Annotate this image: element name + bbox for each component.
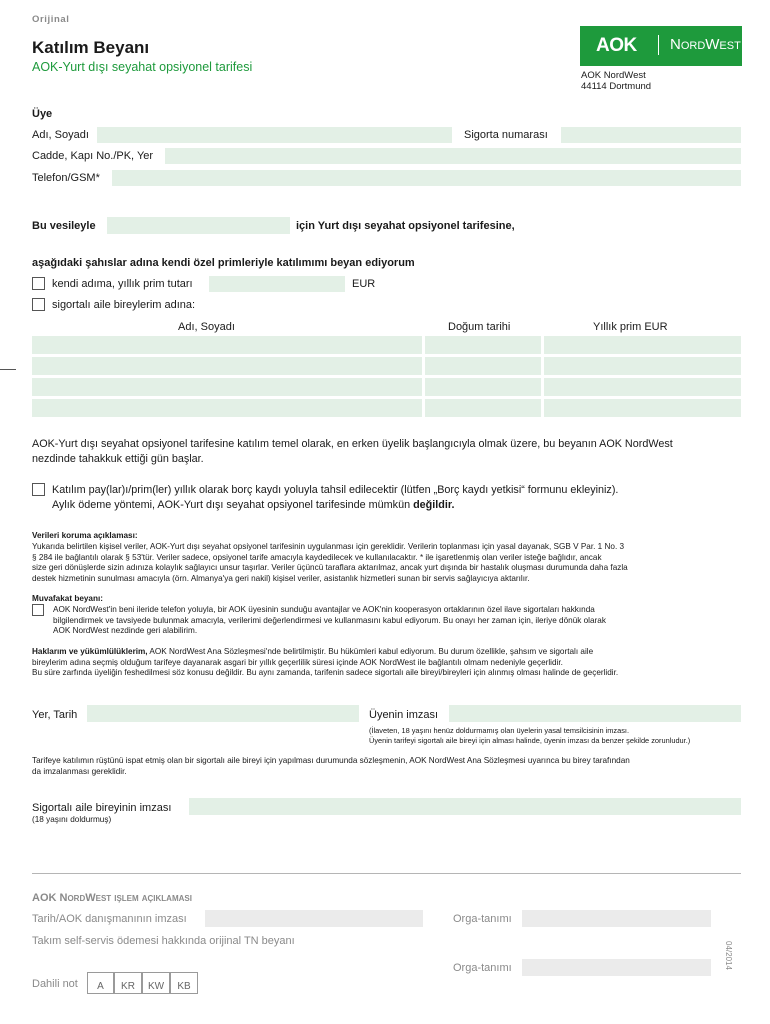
place-date-field[interactable] [87, 705, 359, 722]
member-signature-label: Üyenin imzası [369, 709, 439, 721]
privacy-line: § 284 ile bağlantılı olarak § 53'tür. Veriler sadece, opsiyonel tarife amacıyla kaydedilecek ve kullanılacaktır. * ile işaretlenmiş olan veriler isteğe bağlıdır, ancak [32, 552, 602, 562]
family-text-line-2: da imzalanması gereklidir. [32, 766, 127, 776]
address-line-1: AOK NordWest [581, 70, 646, 81]
internal-box-kr[interactable]: KR [114, 972, 142, 994]
family-row-3-premium[interactable] [544, 378, 741, 396]
family-row-1-name[interactable] [32, 336, 422, 354]
consent-line: AOK NordWest nezdinde geri alabilirim. [53, 626, 198, 635]
rights-line-1 [32, 647, 593, 658]
orga-field-1[interactable] [522, 910, 711, 927]
form-code: 04/2014 [724, 941, 733, 970]
family-row-3-name[interactable] [32, 378, 422, 396]
page-title: Katılım Beyanı [32, 38, 150, 57]
orga-label-2: Orga-tanımı [453, 962, 512, 974]
privacy-line: size geri dönüşlerde sizin adınıza kolaylık sağlayıcı unsur taşırlar. Veriler üçüncü taraflara aktarılmaz, ancak yurt dışında bir hastalık oluşması durumunda daha fazla [32, 563, 628, 572]
family-signature-field[interactable] [189, 798, 741, 815]
family-row-4-birth[interactable] [425, 399, 541, 417]
member-name-field[interactable] [97, 127, 452, 143]
family-row-2-premium[interactable] [544, 357, 741, 375]
copy-label: Orijinal [32, 14, 70, 25]
start-text-line-1: AOK-Yurt dışı seyahat opsiyonel tarifesine katılım temel olarak, en erken üyelik başlangıcıyla olmak üzere, bu beyanın AOK NordWest [32, 438, 673, 450]
member-signature-field[interactable] [449, 705, 741, 722]
consent-title: Muvafakat beyanı: [32, 594, 103, 603]
family-row-4-premium[interactable] [544, 399, 741, 417]
payment-line-1: Katılım pay(lar)ı/prim(ler) yıllık olarak borç kaydı yoluyla tahsil edilecektir (lütfen „Borç kaydı yetkisi“ formunu ekleyiniz). [52, 484, 619, 496]
street-field[interactable] [165, 148, 741, 164]
advisor-signature-field[interactable] [205, 910, 423, 927]
family-option-label: sigortalı aile bireylerim adına: [52, 299, 196, 311]
family-row-2-birth[interactable] [425, 357, 541, 375]
rights-title: Haklarım ve yükümlülüklerim, [32, 647, 148, 656]
payment-checkbox[interactable] [32, 483, 45, 496]
self-premium-field[interactable] [209, 276, 345, 292]
selfservice-label: Takım self-servis ödemesi hakkında orijinal TN beyanı [32, 935, 295, 947]
member-name-label: Adı, Soyadı [32, 129, 89, 141]
privacy-line: destek hizmetinin sunulması amacıyla (örn. Almanya'ya geri nakil) kişisel veriler, asistanlık hizmetleri sunan bir servis sağlayıcıya aktarılır. [32, 573, 530, 583]
orga-field-2[interactable] [522, 959, 711, 976]
advisor-signature-label: Tarih/AOK danışmanının imzası [32, 913, 187, 925]
payment-line-2 [52, 499, 454, 512]
family-text-line-1: Tarifeye katılımın rüştünü ispat etmiş olan bir sigortalı aile bireyi için yapılması durumunda sözleşmenin, AOK NordWest Ana Sözleşmesi uyarınca bu birey tarafından [32, 756, 630, 765]
rights-line: bireylerim adına seçmiş olduğum tarifeye dayanarak asgari bir yıllık geçerlilik süresi içinde AOK NordWest ile bağlantılı olmam nedeniyle geçerlidir. [32, 657, 563, 667]
aok-logo [580, 26, 742, 66]
family-row-3-birth[interactable] [425, 378, 541, 396]
phone-field[interactable] [112, 170, 741, 186]
privacy-line: Yukarıda belirtilen kişisel veriler, AOK-Yurt dışı seyahat opsiyonel tarifesinin uygulanması için gereklidir. Verilerin toplanması için yasal dayanak, SGB V Par. 1 No. 3 [32, 542, 625, 551]
fold-mark [0, 369, 16, 370]
consent-checkbox[interactable] [32, 604, 44, 616]
orga-label-1: Orga-tanımı [453, 913, 512, 925]
payment-line-2-bold: değildir. [413, 499, 455, 511]
family-checkbox[interactable] [32, 298, 45, 311]
signature-note-1: (İlaveten, 18 yaşını henüz doldurmamış olan üyelerin yasal temsilcisinin imzası. [369, 726, 630, 735]
insurance-number-field[interactable] [561, 127, 741, 143]
aok-logo-mark: AOK [596, 35, 637, 56]
col-premium-header: Yıllık prim EUR [593, 321, 668, 333]
family-row-1-premium[interactable] [544, 336, 741, 354]
aok-logo-region: NordWest [670, 36, 741, 53]
address-line-2: 44114 Dortmund [581, 81, 652, 92]
internal-box-a[interactable]: A [87, 972, 114, 994]
rights-line-1-text: AOK NordWest Ana Sözleşmesi'nde belirtilmiştir. Bu hükümleri kabul ediyorum. Bu durum özellikle, şahsım ve sigortalı aile [147, 647, 594, 656]
office-title: AOK NordWest işlem açıklaması [32, 892, 192, 904]
start-text-line-2: nezdinde tahakkuk ettiği gün başlar. [32, 453, 204, 465]
member-section-title: Üye [32, 108, 53, 120]
family-row-4-name[interactable] [32, 399, 422, 417]
consent-line: bilgilendirmek ve tavsiyede bulunmak amacıyla, verilerimi değerlendirmesi ve kullanmasını kabul ediyorum. Bu onayı her zaman için, ileriye dönük olarak [53, 615, 606, 625]
rights-line: Bu süre zarfında üyeliğin feshedilmesi söz konusu değildir. Bu aynı zamanda, tarifenin sadece sigortalı aile bireyi/bireyleri için alınmış olması halinde de geçerlidir. [32, 668, 619, 677]
office-divider [32, 873, 741, 874]
phone-label: Telefon/GSM* [32, 172, 100, 184]
date-field[interactable] [107, 217, 290, 234]
currency-label: EUR [352, 278, 376, 290]
self-checkbox[interactable] [32, 277, 45, 290]
for-tariff-label: için Yurt dışı seyahat opsiyonel tarifesine, [296, 220, 515, 232]
signature-note-2: Üyenin tarifeyi sigortalı aile bireyi için alması halinde, üyenin imzası da benzer şekilde zorunludur.) [369, 736, 691, 745]
page-subtitle: AOK-Yurt dışı seyahat opsiyonel tarifesi [32, 60, 253, 74]
hereby-label: Bu vesileyle [32, 220, 96, 232]
col-birth-header: Doğum tarihi [448, 321, 511, 333]
internal-box-kb[interactable]: KB [170, 972, 198, 994]
self-option-label: kendi adıma, yıllık prim tutarı [52, 278, 193, 290]
family-row-1-birth[interactable] [425, 336, 541, 354]
family-signature-label: Sigortalı aile bireyinin imzası [32, 802, 172, 814]
consent-line: AOK NordWest'in beni ileride telefon yoluyla, bir AOK üyesinin sunduğu avantajlar ve AOK'nin kooperasyon ortaklarının özel ilave sigortaları hakkında [53, 605, 595, 614]
family-row-2-name[interactable] [32, 357, 422, 375]
col-name-header: Adı, Soyadı [178, 321, 235, 333]
payment-line-2-text: Aylık ödeme yöntemi, AOK-Yurt dışı seyahat opsiyonel tarifesinde mümkün [52, 499, 414, 511]
internal-box-kw[interactable]: KW [142, 972, 170, 994]
family-signature-note: (18 yaşını doldurmuş) [32, 815, 112, 824]
on-behalf-label: aşağıdaki şahıslar adına kendi özel primleriyle katılımımı beyan ediyorum [32, 257, 415, 269]
internal-note-label: Dahili not [32, 978, 78, 990]
privacy-title: Verileri koruma açıklaması: [32, 531, 138, 540]
place-date-label: Yer, Tarih [32, 709, 78, 721]
street-label: Cadde, Kapı No./PK, Yer [32, 150, 154, 162]
insurance-number-label: Sigorta numarası [464, 129, 548, 141]
logo-divider [658, 35, 659, 55]
